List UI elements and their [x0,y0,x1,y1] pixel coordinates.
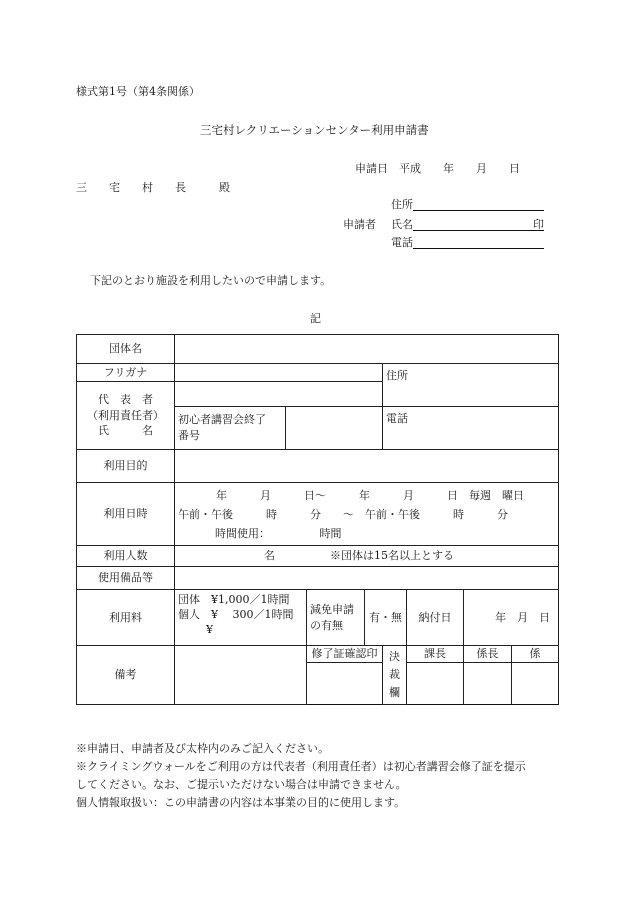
people-value: 名 ※団体は15名以上とする [264,549,454,563]
remarks-field[interactable] [175,646,307,705]
decision-char-3: 欄 [389,686,400,699]
certificate-stamp-field[interactable] [307,663,383,705]
remarks-row-1 [77,646,559,663]
applicant-address-label: 住所 [391,198,413,211]
datetime-row [77,483,559,546]
furigana-row [77,364,559,382]
decision-char-2: 裁 [389,668,400,681]
fee-total: ¥ [206,623,213,636]
purpose-field[interactable] [175,450,559,483]
applicant-label: 申請者 [343,218,376,231]
applicant-name-line[interactable] [413,218,544,231]
datetime-line-2: 午前・午後 時 分 ～ 午前・午後 時 分 [178,507,508,521]
rep-label-line-3: 氏 名 [98,424,153,438]
phone-label: 電話 [386,412,408,425]
ki-marker: 記 [310,312,321,325]
chief-label: 課長 [407,646,464,663]
application-table [76,334,559,705]
remarks-label: 備考 [77,646,175,705]
equipment-row [77,567,559,590]
beginner-label-line-1: 初心者講習会終了 [178,413,266,427]
applicant-phone-line[interactable] [413,236,544,249]
beginner-course-number-field[interactable] [286,407,383,450]
applicant-address-line[interactable] [413,198,544,211]
purpose-row [77,450,559,483]
applicant-phone-label: 電話 [391,236,413,249]
sub-chief-label: 係長 [464,646,512,663]
address-label: 住所 [386,369,408,382]
furigana-label: フリガナ [77,364,175,382]
fee-row [77,590,559,646]
form-number: 様式第1号（第4条関係） [76,85,200,98]
group-name-field[interactable] [175,335,559,364]
group-name-row [77,335,559,364]
fee-individual-rate: 個人 ¥ 300／1時間 [178,608,294,621]
note-2a: ※クライミングウォールをご利用の方は代表者（利用責任者）は初心者講習会修了証を提示 [76,760,526,773]
beginner-course-label [175,407,286,450]
decision-char-1: 決 [389,650,400,663]
staff-label: 係 [512,646,559,663]
decision-label [383,646,407,705]
group-name-label: 団体名 [77,335,175,364]
datetime-line-3: 時間使用： 時間 [215,526,342,540]
intro-text: 下記のとおり施設を利用したいので申請します。 [90,274,332,287]
exemption-choice[interactable]: 有・無 [365,590,407,646]
people-row [77,546,559,567]
fee-group-rate: 団体 ¥1,000／1時間 [178,593,290,606]
equipment-field[interactable] [175,567,559,590]
representative-name-field[interactable] [175,382,383,407]
applicant-name-label: 氏名 [391,218,413,231]
exemption-label-line-1: 減免申請 [310,602,354,616]
chief-stamp-field[interactable] [407,663,464,705]
staff-stamp-field[interactable] [512,663,559,705]
note-2b: してください。なお、ご提示いただけない場合は申請できません。 [76,778,407,791]
phone-field[interactable] [383,407,559,450]
payment-date-field[interactable]: 年 月 日 [464,590,559,646]
purpose-label: 利用目的 [77,450,175,483]
seal-mark: 印 [533,218,544,231]
equipment-label: 使用備品等 [77,567,175,590]
rep-label-line-1: 代 表 者 [98,392,153,406]
datetime-field[interactable] [175,483,559,546]
people-field[interactable] [175,546,559,567]
fee-label: 利用料 [77,590,175,646]
exemption-label-line-2: の有無 [310,618,343,632]
people-label: 利用人数 [77,546,175,567]
rep-label-line-2: （利用責任者） [87,408,164,422]
application-date[interactable]: 申請日 平成 年 月 日 [355,162,520,175]
exemption-label [307,590,365,646]
addressee: 三 宅 村 長 殿 [76,181,230,194]
furigana-field[interactable] [175,364,383,382]
certificate-check-label: 修了証確認印 [307,646,383,663]
payment-date-label: 納付日 [407,590,464,646]
representative-label [77,382,175,450]
notes-section [76,740,566,812]
address-field[interactable] [383,364,559,407]
sub-chief-stamp-field[interactable] [464,663,512,705]
beginner-label-line-2: 番号 [178,429,200,442]
note-3: 個人情報取扱い：この申請書の内容は本事業の目的に使用します。 [76,796,406,809]
note-1: ※申請日、申請者及び太枠内のみご記入ください。 [76,742,329,755]
datetime-line-1: 年 月 日～ 年 月 日 毎週 曜日 [216,488,524,502]
datetime-label: 利用日時 [77,483,175,546]
fee-field[interactable] [175,590,307,646]
document-title: 三宅村レクリエーションセンター利用申請書 [200,123,429,137]
